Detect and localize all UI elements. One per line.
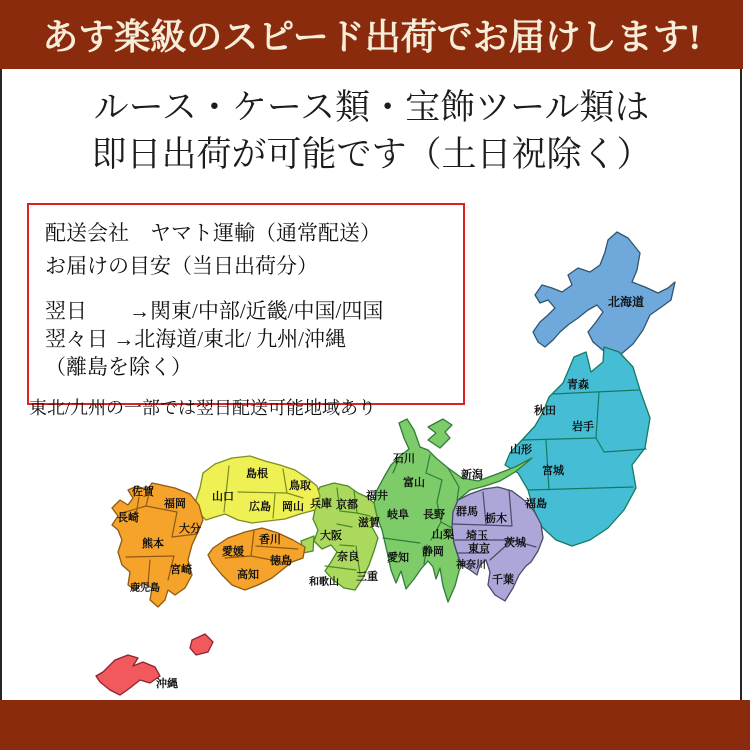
prefecture-label: 広島 bbox=[249, 501, 271, 513]
prefecture-label: 岐阜 bbox=[387, 509, 409, 521]
delivery-estimate-line: お届けの目安（当日出荷分） bbox=[45, 254, 318, 278]
prefecture-label: 高知 bbox=[237, 569, 259, 581]
prefecture-label: 東京 bbox=[468, 543, 490, 555]
prefecture-label: 山梨 bbox=[432, 529, 454, 541]
prefecture-label: 静岡 bbox=[422, 546, 444, 558]
shipping-info-box bbox=[27, 203, 465, 405]
prefecture-label: 宮城 bbox=[542, 465, 564, 477]
prefecture-label: 鳥取 bbox=[289, 480, 311, 492]
prefecture-label: 岡山 bbox=[282, 501, 304, 513]
map-region-hokkaido bbox=[533, 232, 675, 355]
top-banner bbox=[0, 0, 743, 69]
two-day-area-line: 翌々日 →北海道/東北/ 九州/沖縄 bbox=[45, 327, 347, 351]
prefecture-label: 島根 bbox=[246, 468, 268, 480]
prefecture-label: 長野 bbox=[423, 509, 445, 521]
prefecture-label: 佐賀 bbox=[132, 486, 154, 498]
prefecture-label: 秋田 bbox=[534, 405, 556, 417]
next-day-area-line: 翌日 →関東/中部/近畿/中国/四国 bbox=[45, 299, 384, 323]
prefecture-label: 熊本 bbox=[142, 538, 164, 550]
page-title-line2: 即日出荷が可能です（土日祝除く） bbox=[91, 135, 652, 174]
banner-text: あす楽級のスピード出荷でお届けします! bbox=[42, 17, 701, 57]
prefecture-label: 栃木 bbox=[485, 513, 507, 525]
prefecture-label: 三重 bbox=[356, 571, 378, 583]
prefecture-label: 大分 bbox=[179, 523, 201, 535]
remote-island-note-line: （離島を除く） bbox=[45, 355, 192, 379]
prefecture-label: 群馬 bbox=[456, 506, 478, 518]
prefecture-label: 愛知 bbox=[387, 552, 409, 564]
prefecture-label: 宮崎 bbox=[170, 564, 192, 576]
prefecture-label: 山口 bbox=[212, 491, 234, 503]
prefecture-label: 岩手 bbox=[572, 421, 594, 433]
prefecture-label: 大阪 bbox=[320, 530, 342, 542]
prefecture-label: 富山 bbox=[403, 477, 425, 489]
prefecture-label: 長崎 bbox=[117, 512, 139, 524]
regional-note: 東北/九州の一部では翌日配送可能地域あり bbox=[29, 398, 376, 418]
prefecture-label: 神奈川 bbox=[456, 560, 486, 571]
prefecture-label: 新潟 bbox=[461, 469, 483, 481]
prefecture-label: 福岡 bbox=[164, 498, 186, 510]
prefecture-label: 香川 bbox=[259, 534, 281, 546]
bottom-bar bbox=[0, 700, 750, 750]
page-title-line1: ルース・ケース類・宝飾ツール類は bbox=[93, 88, 650, 127]
prefecture-label: 滋賀 bbox=[358, 517, 380, 529]
prefecture-label: 北海道 bbox=[607, 295, 645, 309]
prefecture-label: 青森 bbox=[567, 379, 589, 391]
prefecture-label: 石川 bbox=[393, 453, 415, 465]
prefecture-label: 愛媛 bbox=[222, 546, 244, 558]
prefecture-label: 奈良 bbox=[337, 551, 359, 563]
prefecture-label: 京都 bbox=[336, 499, 358, 511]
prefecture-label: 徳島 bbox=[270, 555, 292, 567]
prefecture-label: 茨城 bbox=[504, 537, 526, 549]
prefecture-label: 福島 bbox=[525, 498, 547, 510]
map-region-okinawa bbox=[96, 634, 213, 695]
prefecture-label: 山形 bbox=[510, 444, 532, 456]
prefecture-label: 千葉 bbox=[492, 574, 514, 586]
prefecture-label: 沖縄 bbox=[156, 678, 178, 690]
page-title bbox=[0, 84, 743, 178]
prefecture-label: 兵庫 bbox=[310, 498, 332, 510]
prefecture-label: 鹿児島 bbox=[130, 583, 160, 594]
prefecture-label: 福井 bbox=[366, 490, 388, 502]
prefecture-label: 和歌山 bbox=[309, 577, 339, 588]
shipping-carrier-line: 配送会社 ヤマト運輸（通常配送） bbox=[45, 221, 381, 245]
prefecture-label: 埼玉 bbox=[466, 530, 488, 542]
